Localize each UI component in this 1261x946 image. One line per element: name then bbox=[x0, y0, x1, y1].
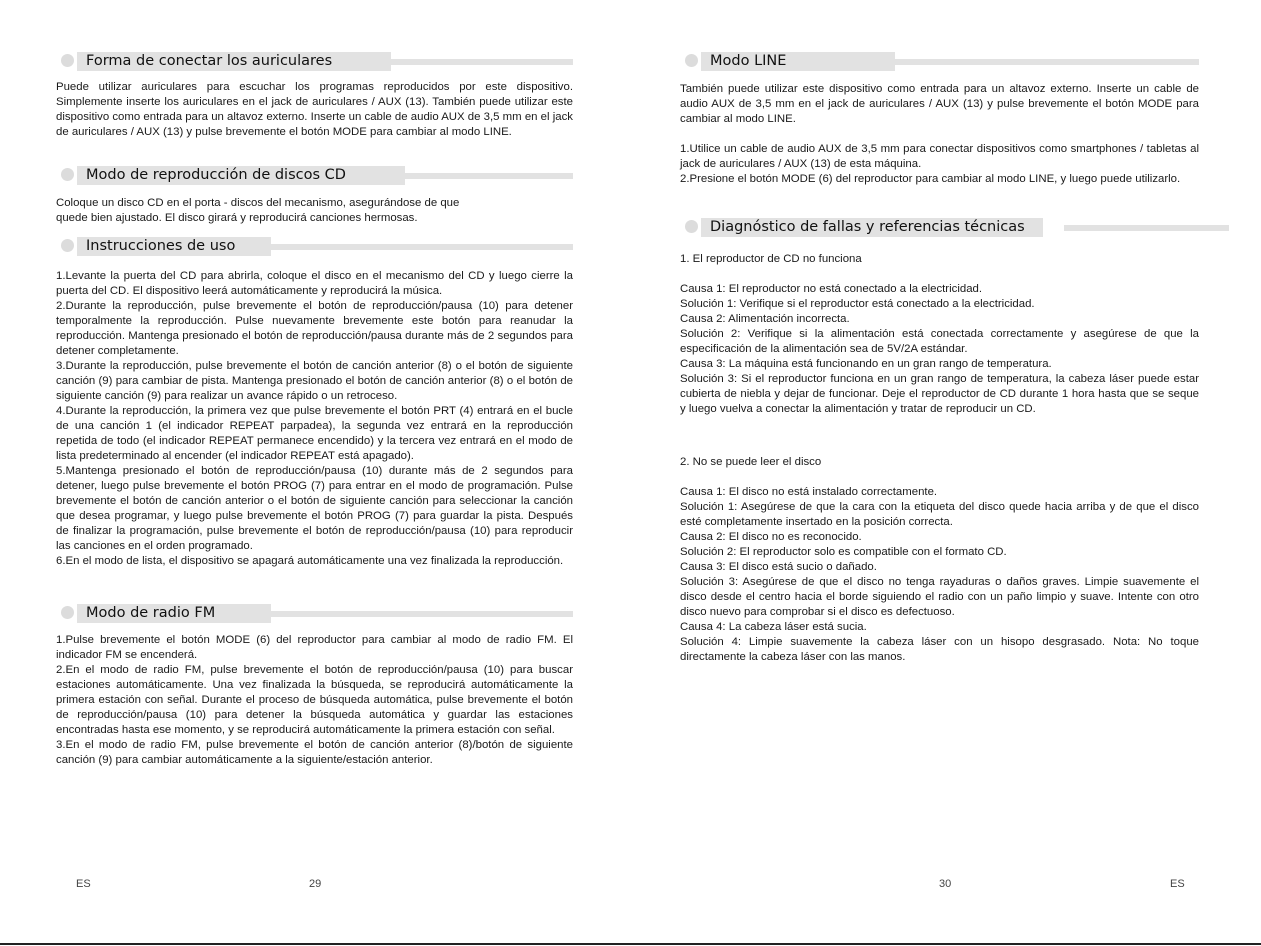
paragraph: Solución 2: Verifique si la alimentación está conectada correctamente y asegúrese de que la especificación de la alimentación sea de 5V/2A estándar. bbox=[680, 328, 1199, 355]
paragraph: 3.Durante la reproducción, pulse brevemente el botón de canción anterior (8) o el botón de siguiente canción (9) para cambiar de pista. Mantenga presionado el botón de canción anterior (8) o el botón de siguiente canción (9) para realizar un avance rápido o un retroceso. bbox=[56, 360, 573, 402]
paragraph: 5.Mantenga presionado el botón de reproducción/pausa (10) durante más de 2 segundos para detener, luego pulse brevemente el botón PROG (7) para entrar en el modo de programación. Pulse brevemente el botón de canción anterior o el botón de siguiente canción para seleccionar la canción que desea programar, y luego pulse brevemente el botón PROG (7) para guardar la pista. Después de finalizar la programación, pulse brevemente el botón de reproducción/pausa (10) para reproducir las canciones en el orden programado. bbox=[56, 465, 573, 552]
page-left bbox=[0, 0, 630, 946]
paragraph: 1.Levante la puerta del CD para abrirla, coloque el disco en el mecanismo del CD y luego cierre la puerta del CD. El dispositivo leerá automáticamente y reproducirá la música. bbox=[56, 270, 573, 297]
paragraph: 2.En el modo de radio FM, pulse brevemente el botón de reproducción/pausa (10) para buscar estaciones automáticamente. Una vez finalizada la búsqueda, se reproducirá automáticamente la primera estación con señal. Durante el proceso de búsqueda automática, pulse brevemente el botón de reproducción/pausa (10) para detener la búsqueda automática y guardar las estaciones encontradas hasta ese momento, y se reproducirá automáticamente la primera estación con señal. bbox=[56, 664, 573, 736]
paragraph: Puede utilizar auriculares para escuchar los programas reproducidos por este dispositivo. Simplemente inserte los auriculares en el jack de auriculares / AUX (13). También puede utilizar este dispositivo como entrada para un altavoz externo. Inserte un cable de audio AUX de 3,5 mm en el jack de auriculares / AUX (13) y pulse brevemente el botón MODE para cambiar al modo LINE. bbox=[56, 81, 573, 138]
heading-rule bbox=[895, 59, 1199, 65]
paragraph: Causa 3: La máquina está funcionando en un gran rango de temperatura. bbox=[680, 358, 1052, 370]
section-title: Modo LINE bbox=[701, 52, 895, 71]
paragraph: 2.Durante la reproducción, pulse brevemente el botón de reproducción/pausa (10) para detener temporalmente la reproducción. Pulse nuevamente brevemente este botón para reanudar la reproducción. Mantenga presionado el botón de reproducción/pausa durante más de 2 segundos para detener completamente. bbox=[56, 300, 573, 357]
footer-language: ES bbox=[1170, 878, 1185, 890]
paragraph: Causa 3: El disco está sucio o dañado. bbox=[680, 561, 877, 573]
paragraph: Solución 4: Limpie suavemente la cabeza láser con un hisopo desgrasado. Nota: No toque directamente la cabeza láser con las manos. bbox=[680, 636, 1199, 663]
section-heading bbox=[56, 52, 573, 71]
paragraph: Causa 1: El disco no está instalado correctamente. bbox=[680, 486, 938, 498]
heading-rule bbox=[391, 59, 573, 65]
page-right bbox=[630, 0, 1261, 946]
footer-language: ES bbox=[76, 878, 91, 890]
paragraph: También puede utilizar este dispositivo como entrada para un altavoz externo. Inserte un cable de audio AUX de 3,5 mm en el jack de auriculares / AUX (13) y pulse brevemente el botón MODE para cambiar al modo LINE. bbox=[680, 83, 1199, 125]
subheading: 2. No se puede leer el disco bbox=[680, 456, 822, 468]
footer-page-number: 29 bbox=[309, 878, 322, 890]
paragraph: Causa 2: Alimentación incorrecta. bbox=[680, 313, 850, 325]
paragraph: Solución 1: Asegúrese de que la cara con la etiqueta del disco quede hacia arriba y de que el disco esté completamente insertado en la posición correcta. bbox=[680, 501, 1199, 528]
bullet-dot-icon bbox=[61, 168, 74, 181]
paragraph: 6.En el modo de lista, el dispositivo se apagará automáticamente una vez finalizada la reproducción. bbox=[56, 555, 564, 567]
section-title: Instrucciones de uso bbox=[77, 237, 271, 256]
section-instructions bbox=[56, 237, 573, 569]
spacer bbox=[680, 470, 1199, 485]
paragraph: 1.Utilice un cable de audio AUX de 3,5 mm para conectar dispositivos como smartphones / tabletas al jack de auriculares / AUX (13) de esta máquina. bbox=[680, 143, 1199, 170]
paragraph: Solución 2: El reproductor solo es compatible con el formato CD. bbox=[680, 546, 1007, 558]
paragraph: Solución 3: Asegúrese de que el disco no tenga rayaduras o daños graves. Limpie suavemente el disco desde el centro hacia el borde siguiendo el radio con un paño limpio y suave. Intente con otro disco nuevo para comprobar si el disco es defectuoso. bbox=[680, 576, 1199, 618]
paragraph: 1.Pulse brevemente el botón MODE (6) del reproductor para cambiar al modo de radio FM. El indicador FM se encenderá. bbox=[56, 634, 573, 661]
paragraph: 2.Presione el botón MODE (6) del reproductor para cambiar al modo LINE, y luego puede utilizarlo. bbox=[680, 173, 1181, 185]
section-body bbox=[56, 80, 573, 140]
heading-rule bbox=[1064, 225, 1229, 231]
spacer bbox=[680, 127, 1199, 142]
heading-rule bbox=[405, 173, 573, 179]
paragraph: Coloque un disco CD en el porta - discos del mecanismo, asegurándose de que quede bien ajustado. El disco girará y reproducirá canciones hermosas. bbox=[56, 197, 460, 224]
paragraph: Causa 2: El disco no es reconocido. bbox=[680, 531, 862, 543]
paragraph: 4.Durante la reproducción, la primera vez que pulse brevemente el botón PRT (4) entrará en el bucle de una canción 1 (el indicador REPEAT parpadea), la segunda vez entrará en la reproducción repetida de todo (el indicador REPEAT permanece encendido) y la tercera vez entrará en el modo de lista predeterminado al encender (el indicador REPEAT está apagado). bbox=[56, 405, 573, 462]
footer-page-number: 30 bbox=[939, 878, 952, 890]
section-fm-radio bbox=[56, 604, 573, 768]
section-cd-mode bbox=[56, 166, 573, 226]
section-line-mode bbox=[680, 52, 1199, 187]
paragraph: 3.En el modo de radio FM, pulse brevemente el botón de canción anterior (8)/botón de siguiente canción (9) para cambiar automáticamente a la siguiente/estación anterior. bbox=[56, 739, 573, 766]
paragraph: Solución 1: Verifique si el reproductor está conectado a la electricidad. bbox=[680, 298, 1035, 310]
section-body bbox=[56, 633, 573, 768]
section-diagnostics bbox=[680, 218, 1199, 665]
bullet-dot-icon bbox=[685, 54, 698, 67]
section-headphones bbox=[56, 52, 573, 140]
section-heading bbox=[56, 166, 573, 185]
bullet-dot-icon bbox=[61, 54, 74, 67]
section-body bbox=[680, 252, 1199, 665]
spacer bbox=[680, 417, 1199, 455]
section-title: Modo de reproducción de discos CD bbox=[77, 166, 405, 185]
section-heading bbox=[56, 604, 573, 623]
section-heading bbox=[680, 218, 1199, 237]
section-title: Modo de radio FM bbox=[77, 604, 271, 623]
spacer bbox=[680, 267, 1199, 282]
section-title: Forma de conectar los auriculares bbox=[77, 52, 391, 71]
section-title: Diagnóstico de fallas y referencias técnicas bbox=[701, 218, 1043, 237]
heading-rule bbox=[271, 611, 573, 617]
section-heading bbox=[56, 237, 573, 256]
paragraph: Solución 3: Si el reproductor funciona en un gran rango de temperatura, la cabeza láser puede estar cubierta de niebla y dejar de funcionar. Deje el reproductor de CD durante 1 hora hasta que se seque y luego vuelva a conectar la alimentación y tratar de reproducir un CD. bbox=[680, 373, 1199, 415]
bullet-dot-icon bbox=[61, 239, 74, 252]
subheading: 1. El reproductor de CD no funciona bbox=[680, 253, 862, 265]
bottom-border bbox=[0, 943, 1261, 945]
bullet-dot-icon bbox=[685, 220, 698, 233]
bullet-dot-icon bbox=[61, 606, 74, 619]
paragraph: Causa 1: El reproductor no está conectado a la electricidad. bbox=[680, 283, 983, 295]
paragraph: Causa 4: La cabeza láser está sucia. bbox=[680, 621, 867, 633]
section-heading bbox=[680, 52, 1199, 71]
heading-rule bbox=[271, 244, 573, 250]
section-body bbox=[56, 196, 486, 226]
section-body bbox=[680, 82, 1199, 187]
section-body bbox=[56, 269, 573, 569]
